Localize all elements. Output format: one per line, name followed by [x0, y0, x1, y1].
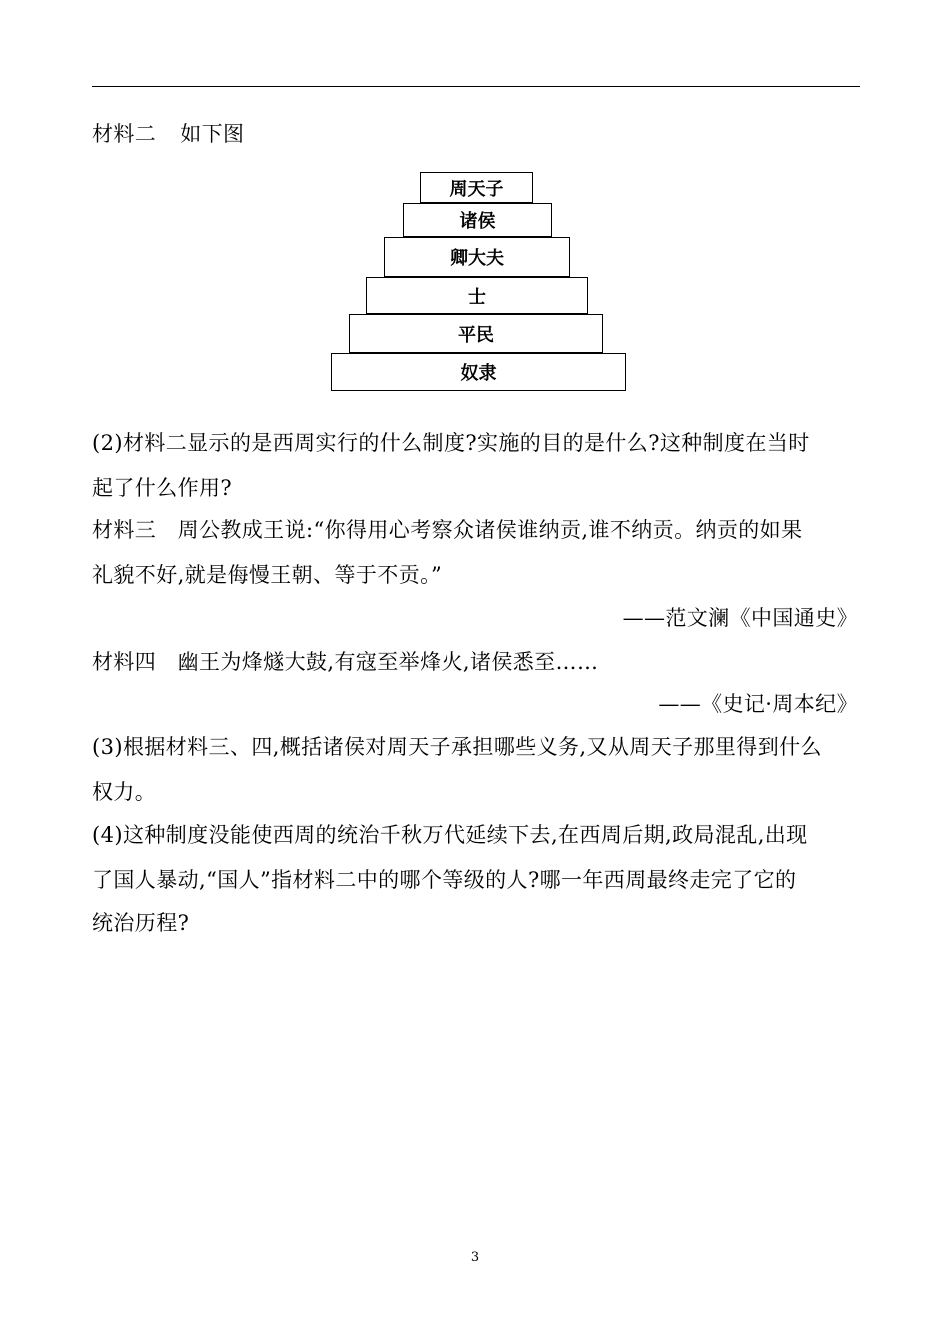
- q3-line-1: (3)根据材料三、四,概括诸侯对周天子承担哪些义务,又从周天子那里得到什么: [92, 735, 822, 759]
- pyramid-level-6: 奴隶: [331, 353, 626, 391]
- pyramid-level-3: 卿大夫: [384, 237, 570, 277]
- material3-line-2: 礼貌不好,就是侮慢王朝、等于不贡。”: [92, 563, 443, 587]
- q4-line-3: 统治历程?: [92, 911, 190, 935]
- material2-label: 材料二: [92, 122, 157, 146]
- material3-line-1: 材料三 周公教成王说:“你得用心考察众诸侯谁纳贡,谁不纳贡。纳贡的如果: [92, 518, 803, 542]
- material3-source: ——范文澜《中国通史》: [622, 606, 858, 630]
- q2-line-1: (2)材料二显示的是西周实行的什么制度?实施的目的是什么?这种制度在当时: [92, 431, 810, 455]
- material2-text: 如下图: [180, 122, 245, 146]
- q4-line-2: 了国人暴动,“国人”指材料二中的哪个等级的人?哪一年西周最终走完了它的: [92, 868, 797, 892]
- header-rule: [92, 86, 860, 87]
- pyramid-level-1: 周天子: [420, 172, 533, 203]
- pyramid-level-4: 士: [366, 277, 588, 314]
- q2-line-2: 起了什么作用?: [92, 476, 233, 500]
- page-number: 3: [470, 1250, 480, 1265]
- material4-source: ——《史记·周本纪》: [658, 692, 858, 716]
- material2-heading: [92, 124, 244, 145]
- q3-line-2: 权力。: [92, 780, 157, 804]
- q4-line-1: (4)这种制度没能使西周的统治千秋万代延续下去,在西周后期,政局混乱,出现: [92, 823, 808, 847]
- material4-line-1: 材料四 幽王为烽燧大鼓,有寇至举烽火,诸侯悉至……: [92, 650, 599, 674]
- pyramid-level-5: 平民: [349, 314, 603, 353]
- pyramid-level-2: 诸侯: [403, 203, 552, 237]
